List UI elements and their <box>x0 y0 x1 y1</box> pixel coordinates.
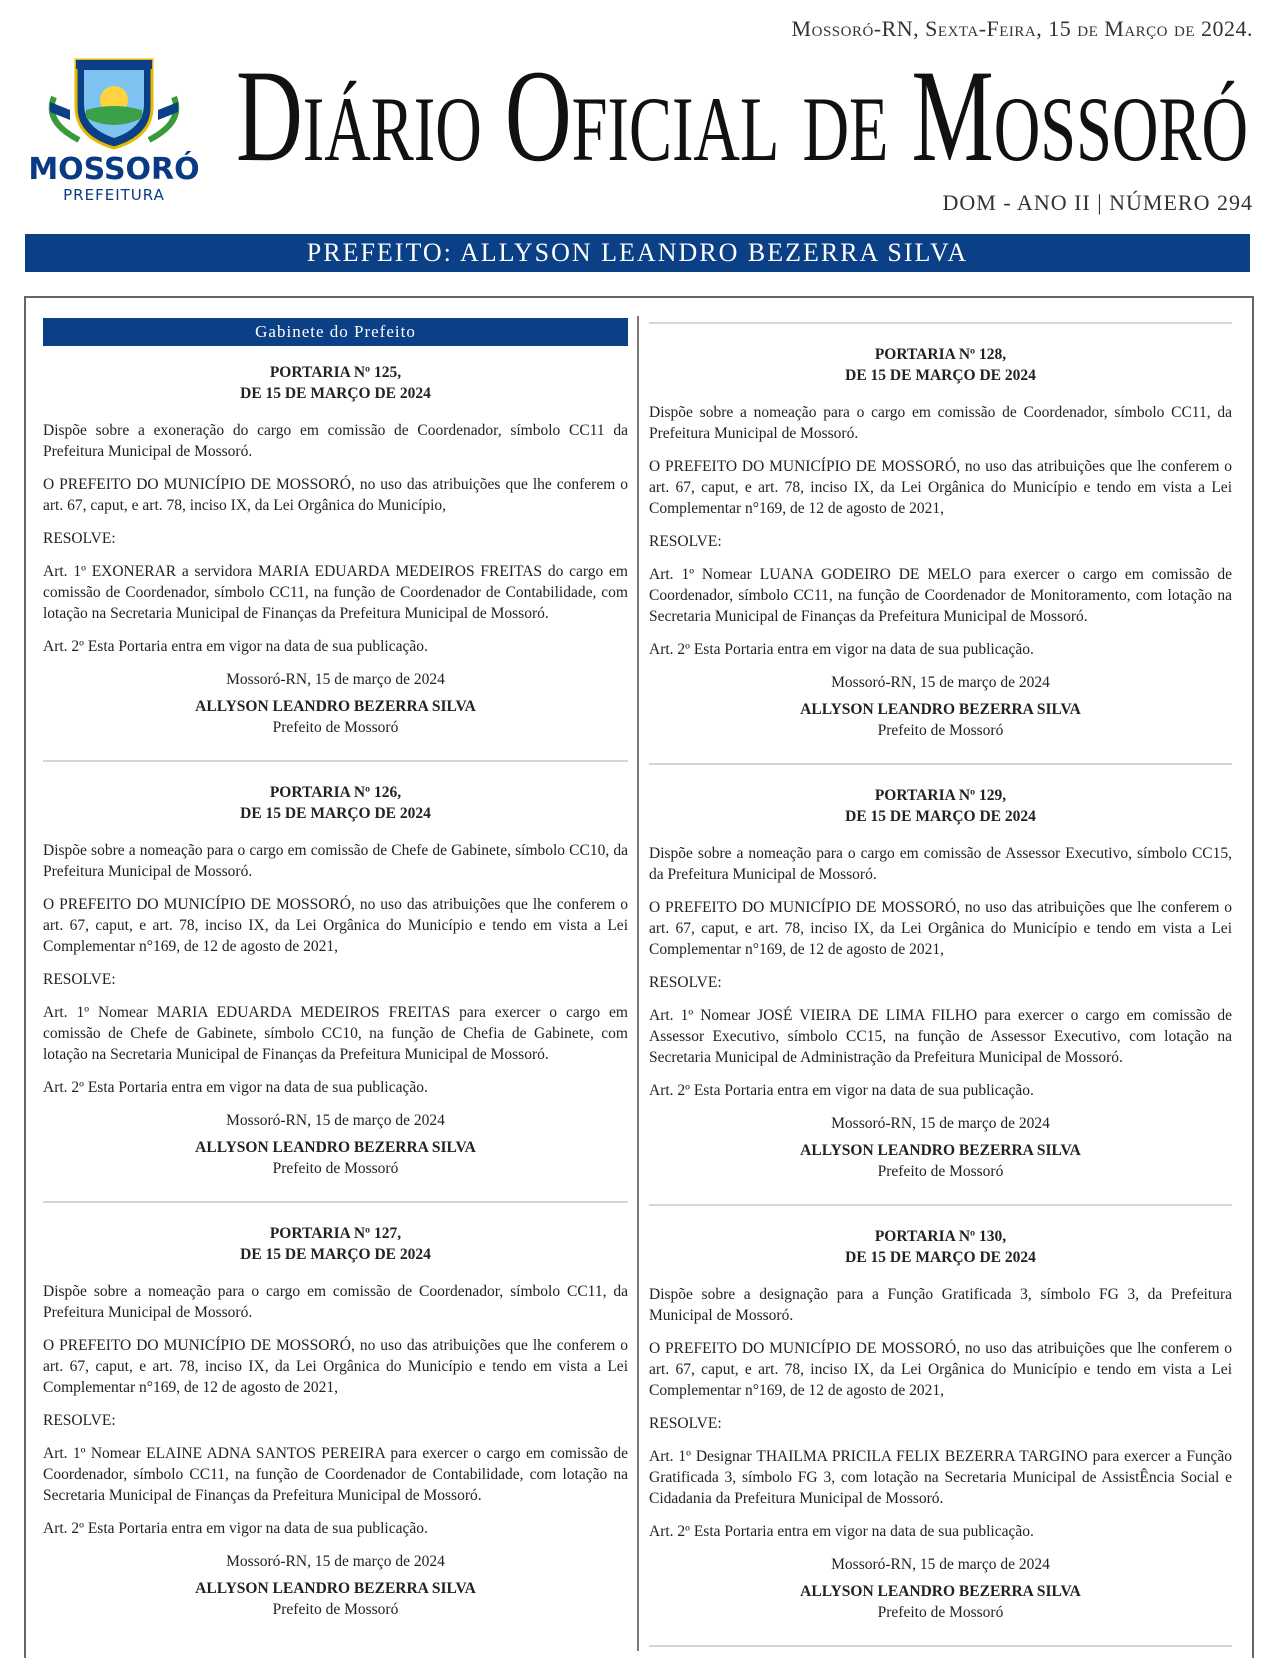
preamble: O PREFEITO DO MUNICÍPIO DE MOSSORÓ, no uso das atribuições que lhe conferem o art. 67, caput, e art. 78, inciso IX, da Lei Orgânica do Município e tendo em vista a Lei Complementar n°169, de 12 de agosto de 2021, <box>649 458 1232 517</box>
resolve: RESOLVE: <box>649 533 722 550</box>
separator <box>43 760 628 762</box>
portaria-128 <box>649 344 1232 751</box>
portaria-title <box>43 1223 628 1265</box>
article-1: Art. 1º Designar THAILMA PRICILA FELIX BEZERRA TARGINO para exercer a Função Gratificada 3, símbolo FG 3, com lotação na Secretaria Municipal de AssistÊncia Social e Cidadania da Prefeitura Municipal de Mossoró. <box>649 1448 1232 1507</box>
masthead-title <box>233 42 1253 182</box>
article-1: Art. 1º Nomear MARIA EDUARDA MEDEIROS FREITAS para exercer o cargo em comissão de Chefe de Gabinete, símbolo CC10, na função de Chefia de Gabinete, com lotação na Secretaria Municipal de Finanças da Prefeitura Municipal de Mossoró. <box>43 1004 628 1063</box>
separator <box>649 1204 1232 1206</box>
portaria-title <box>43 782 628 824</box>
preamble: O PREFEITO DO MUNICÍPIO DE MOSSORÓ, no uso das atribuições que lhe conferem o art. 67, caput, e art. 78, inciso IX, da Lei Orgânica do Município e tendo em vista a Lei Complementar n°169, de 12 de agosto de 2021, <box>649 899 1232 958</box>
signer-name: ALLYSON LEANDRO BEZERRA SILVA <box>800 1583 1081 1600</box>
ementa: Dispõe sobre a designação para a Função Gratificada 3, símbolo FG 3, da Prefeitura Municipal de Mossoró. <box>649 1286 1232 1324</box>
ementa: Dispõe sobre a nomeação para o cargo em comissão de Coordenador, símbolo CC11, da Prefeitura Municipal de Mossoró. <box>43 1283 628 1321</box>
section-header: Gabinete do Prefeito <box>43 318 628 346</box>
separator <box>43 1201 628 1203</box>
signer-name: ALLYSON LEANDRO BEZERRA SILVA <box>195 1580 476 1597</box>
article-1: Art. 1º Nomear LUANA GODEIRO DE MELO para exercer o cargo em comissão de Coordenador, símbolo CC11, na função de Coordenador de Monitoramento, com lotação na Secretaria Municipal de Finanças da Prefeitura Municipal de Mossoró. <box>649 566 1232 625</box>
portaria-date: DE 15 DE MARÇO DE 2024 <box>240 385 431 402</box>
preamble: O PREFEITO DO MUNICÍPIO DE MOSSORÓ, no uso das atribuições que lhe conferem o art. 67, caput, e art. 78, inciso IX, da Lei Orgânica do Município, <box>43 476 628 514</box>
preamble: O PREFEITO DO MUNICÍPIO DE MOSSORÓ, no uso das atribuições que lhe conferem o art. 67, caput, e art. 78, inciso IX, da Lei Orgânica do Município e tendo em vista a Lei Complementar n°169, de 12 de agosto de 2021, <box>649 1340 1232 1399</box>
portaria-date: DE 15 DE MARÇO DE 2024 <box>240 805 431 822</box>
portaria-date: DE 15 DE MARÇO DE 2024 <box>845 1249 1036 1266</box>
portaria-130 <box>649 1226 1232 1633</box>
article-2: Art. 2º Esta Portaria entra em vigor na data de sua publicação. <box>649 1523 1034 1540</box>
place-date: Mossoró-RN, 15 de março de 2024 <box>226 1112 445 1129</box>
separator <box>649 1645 1232 1647</box>
signer-role: Prefeito de Mossoró <box>272 1160 399 1177</box>
place-date: Mossoró-RN, 15 de março de 2024 <box>831 674 1050 691</box>
signer-name: ALLYSON LEANDRO BEZERRA SILVA <box>800 701 1081 718</box>
signer-role: Prefeito de Mossoró <box>272 719 399 736</box>
place-date: Mossoró-RN, 15 de março de 2024 <box>226 1553 445 1570</box>
preamble: O PREFEITO DO MUNICÍPIO DE MOSSORÓ, no uso das atribuições que lhe conferem o art. 67, caput, e art. 78, inciso IX, da Lei Orgânica do Município e tendo em vista a Lei Complementar n°169, de 12 de agosto de 2021, <box>43 1337 628 1396</box>
portaria-129 <box>649 785 1232 1192</box>
portaria-126 <box>43 782 628 1189</box>
resolve: RESOLVE: <box>43 530 116 547</box>
resolve: RESOLVE: <box>43 971 116 988</box>
portaria-date: DE 15 DE MARÇO DE 2024 <box>845 808 1036 825</box>
place-date: Mossoró-RN, 15 de março de 2024 <box>226 671 445 688</box>
logo-subtitle: PREFEITURA <box>63 186 165 204</box>
article-2: Art. 2º Esta Portaria entra em vigor na data de sua publicação. <box>649 641 1034 658</box>
logo-wordmark: MOSSORÓ <box>28 152 200 187</box>
place-date: Mossoró-RN, 15 de março de 2024 <box>831 1556 1050 1573</box>
ementa: Dispõe sobre a nomeação para o cargo em comissão de Coordenador, símbolo CC11, da Prefeitura Municipal de Mossoró. <box>649 404 1232 442</box>
column-divider <box>637 316 639 1651</box>
portaria-number: PORTARIA Nº 129, <box>874 787 1007 804</box>
place-date: Mossoró-RN, 15 de março de 2024 <box>831 1115 1050 1132</box>
article-2: Art. 2º Esta Portaria entra em vigor na data de sua publicação. <box>43 1520 428 1537</box>
signer-name: ALLYSON LEANDRO BEZERRA SILVA <box>800 1142 1081 1159</box>
signer-role: Prefeito de Mossoró <box>877 722 1004 739</box>
issue-number: DOM - ANO II | NÚMERO 294 <box>942 190 1253 215</box>
article-1: Art. 1º EXONERAR a servidora MARIA EDUARDA MEDEIROS FREITAS do cargo em comissão de Coordenador, símbolo CC11, na função de Coordenador de Contabilidade, com lotação na Secretaria Municipal de Finanças da Prefeitura Municipal de Mossoró. <box>43 563 628 622</box>
separator <box>649 763 1232 765</box>
preamble: O PREFEITO DO MUNICÍPIO DE MOSSORÓ, no uso das atribuições que lhe conferem o art. 67, caput, e art. 78, inciso IX, da Lei Orgânica do Município e tendo em vista a Lei Complementar n°169, de 12 de agosto de 2021, <box>43 896 628 955</box>
ementa: Dispõe sobre a exoneração do cargo em comissão de Coordenador, símbolo CC11 da Prefeitura Municipal de Mossoró. <box>43 422 628 460</box>
article-1: Art. 1º Nomear JOSÉ VIEIRA DE LIMA FILHO para exercer o cargo em comissão de Assessor Executivo, símbolo CC15, na função de Assessor Executivo, com lotação na Secretaria Municipal de Administração da Prefeitura Municipal de Mossoró. <box>649 1007 1232 1066</box>
signer-role: Prefeito de Mossoró <box>877 1163 1004 1180</box>
portaria-125 <box>43 362 628 748</box>
portaria-number: PORTARIA Nº 125, <box>269 364 402 381</box>
right-column <box>649 318 1232 1667</box>
portaria-title <box>649 1226 1232 1268</box>
signer-role: Prefeito de Mossoró <box>877 1604 1004 1621</box>
left-column <box>43 318 628 1630</box>
portaria-title <box>649 344 1232 386</box>
portaria-127 <box>43 1223 628 1630</box>
portaria-title <box>649 785 1232 827</box>
resolve: RESOLVE: <box>649 1415 722 1432</box>
signer-role: Prefeito de Mossoró <box>272 1601 399 1618</box>
mayor-banner: PREFEITO: ALLYSON LEANDRO BEZERRA SILVA <box>25 234 1250 272</box>
separator <box>649 322 1232 324</box>
portaria-number: PORTARIA Nº 127, <box>269 1225 402 1242</box>
article-1: Art. 1º Nomear ELAINE ADNA SANTOS PEREIRA para exercer o cargo em comissão de Coordenador, símbolo CC11, na função de Coordenador de Contabilidade, com lotação na Secretaria Municipal de Finanças da Prefeitura Municipal de Mossoró. <box>43 1445 628 1504</box>
portaria-number: PORTARIA Nº 130, <box>874 1228 1007 1245</box>
masthead-text: Diário Oficial de Mossoró <box>236 42 1248 182</box>
portaria-title <box>43 362 628 404</box>
portaria-date: DE 15 DE MARÇO DE 2024 <box>845 367 1036 384</box>
signer-name: ALLYSON LEANDRO BEZERRA SILVA <box>195 1139 476 1156</box>
ementa: Dispõe sobre a nomeação para o cargo em comissão de Assessor Executivo, símbolo CC15, da Prefeitura Municipal de Mossoró. <box>649 845 1232 883</box>
resolve: RESOLVE: <box>43 1412 116 1429</box>
signer-name: ALLYSON LEANDRO BEZERRA SILVA <box>195 698 476 715</box>
article-2: Art. 2º Esta Portaria entra em vigor na data de sua publicação. <box>649 1082 1034 1099</box>
ementa: Dispõe sobre a nomeação para o cargo em comissão de Chefe de Gabinete, símbolo CC10, da Prefeitura Municipal de Mossoró. <box>43 842 628 880</box>
portaria-date: DE 15 DE MARÇO DE 2024 <box>240 1246 431 1263</box>
portaria-number: PORTARIA Nº 126, <box>269 784 402 801</box>
article-2: Art. 2º Esta Portaria entra em vigor na data de sua publicação. <box>43 638 428 655</box>
article-2: Art. 2º Esta Portaria entra em vigor na data de sua publicação. <box>43 1079 428 1096</box>
resolve: RESOLVE: <box>649 974 722 991</box>
portaria-number: PORTARIA Nº 128, <box>874 346 1007 363</box>
dateline: Mossoró-RN, Sexta-Feira, 15 de Março de 2024. <box>791 16 1253 41</box>
